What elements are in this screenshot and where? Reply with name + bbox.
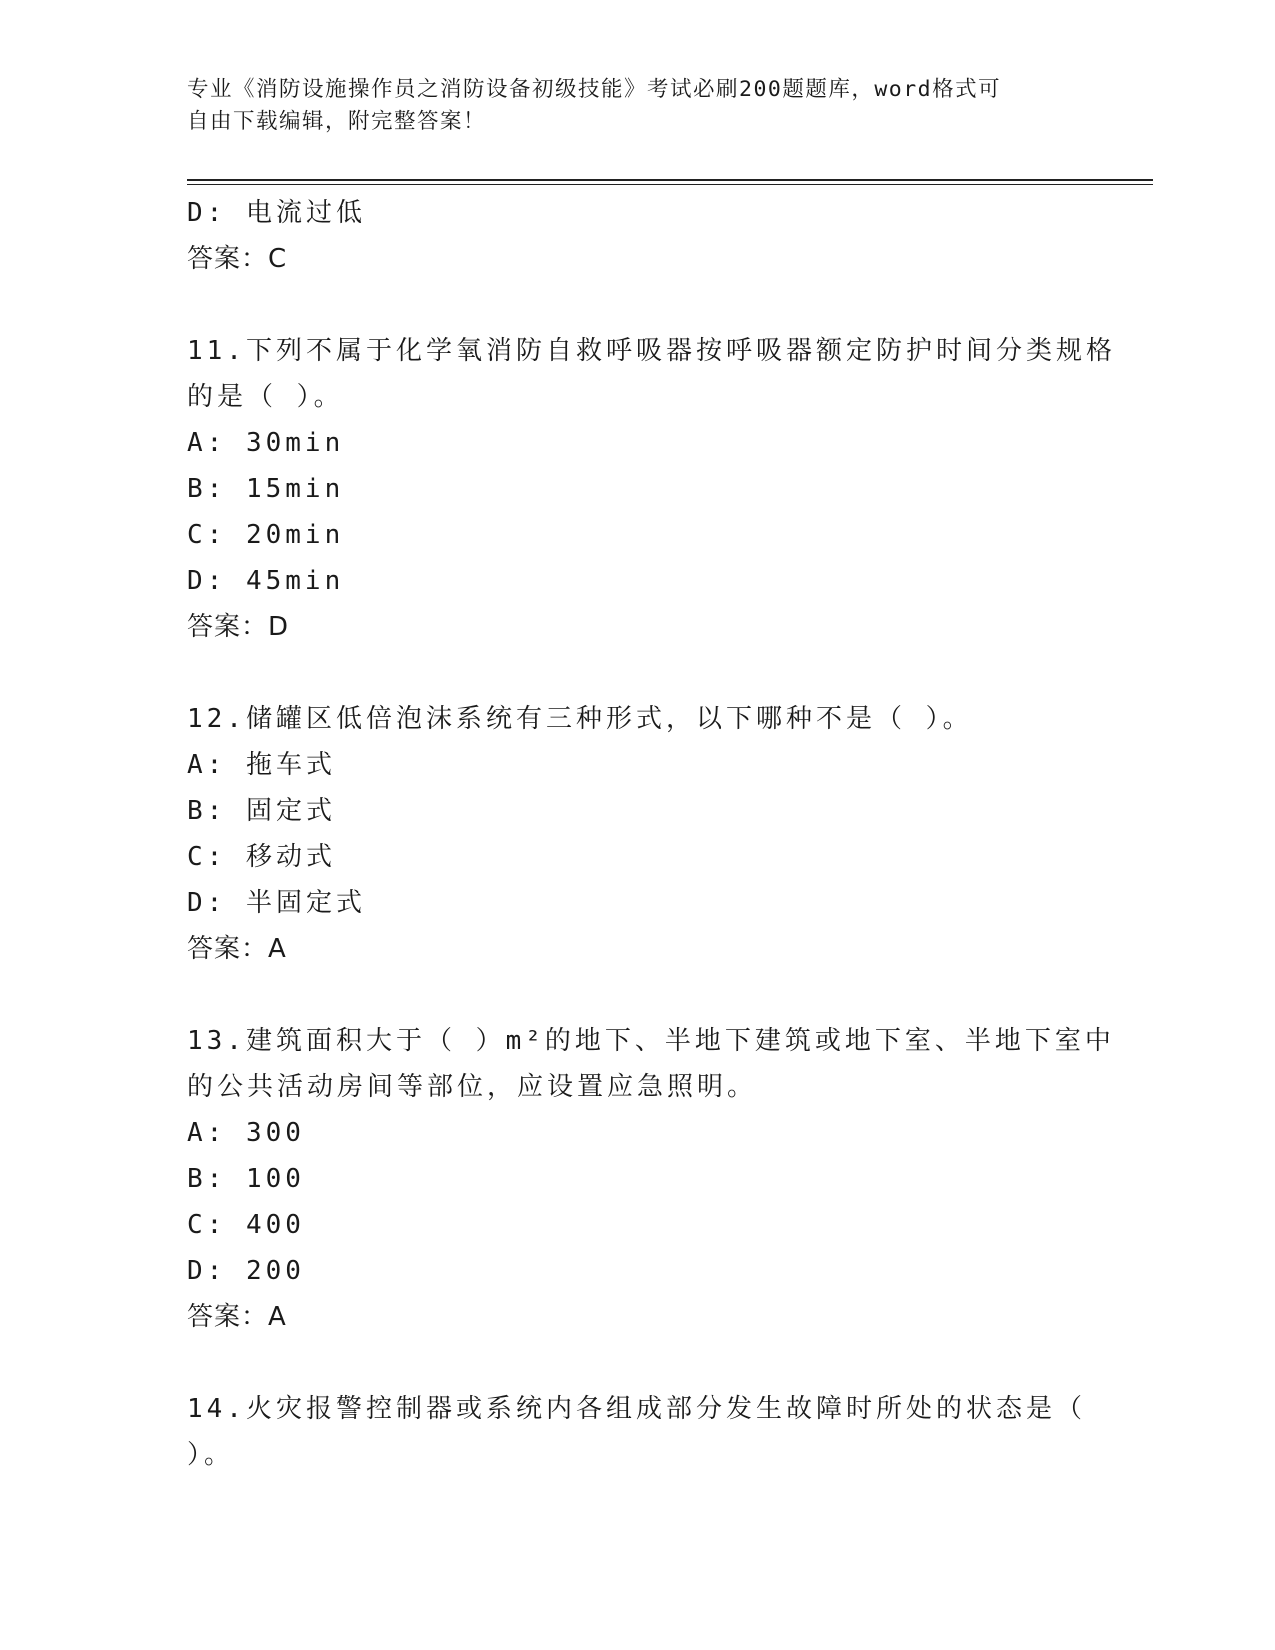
question-11 xyxy=(187,328,1116,650)
question-stem: 12.储罐区低倍泡沫系统有三种形式，以下哪种不是（ ）。 xyxy=(187,704,973,734)
question-stem: 11.下列不属于化学氧消防自救呼吸器按呼吸器额定防护时间分类规格 xyxy=(187,336,1116,366)
header-divider-thick xyxy=(187,179,1153,181)
option-c: C: 400 xyxy=(187,1210,305,1240)
answer-line xyxy=(187,236,1087,282)
answer-line xyxy=(187,926,1087,972)
question-13 xyxy=(187,1018,1115,1340)
option-b: B: 15min xyxy=(187,474,345,504)
answer-label: 答案： xyxy=(187,612,269,642)
answer-value: D xyxy=(268,612,290,642)
option-b: B: 固定式 xyxy=(187,796,336,826)
question-list xyxy=(187,190,1116,1478)
option-b: B: 100 xyxy=(187,1164,305,1194)
question-stem-continued: 的是（ ）。 xyxy=(187,382,344,412)
option-d: D: 200 xyxy=(187,1256,305,1286)
answer-line xyxy=(187,1294,1087,1340)
question-stem: 14.火灾报警控制器或系统内各组成部分发生故障时所处的状态是（ xyxy=(187,1394,1086,1424)
question-stem-continued: 的公共活动房间等部位，应设置应急照明。 xyxy=(187,1072,758,1102)
question-stem-continued: ）。 xyxy=(187,1440,235,1470)
answer-label: 答案： xyxy=(187,244,269,274)
option-a: A: 拖车式 xyxy=(187,750,336,780)
answer-label: 答案： xyxy=(187,1302,269,1332)
option-d: D: 45min xyxy=(187,566,345,596)
answer-value: A xyxy=(268,934,287,964)
option-d: D: 半固定式 xyxy=(187,888,366,918)
option-d: D: 电流过低 xyxy=(187,198,366,228)
option-c: C: 20min xyxy=(187,520,345,550)
option-a: A: 300 xyxy=(187,1118,305,1148)
answer-value: A xyxy=(268,1302,287,1332)
page-header xyxy=(187,74,1067,138)
answer-line xyxy=(187,604,1087,650)
question-14 xyxy=(187,1386,1087,1478)
header-divider-thin xyxy=(187,184,1153,185)
answer-value: C xyxy=(268,244,288,274)
option-c: C: 移动式 xyxy=(187,842,336,872)
question-stem: 13.建筑面积大于（ ）m²的地下、半地下建筑或地下室、半地下室中 xyxy=(187,1026,1115,1056)
question-10-continuation xyxy=(187,190,1087,282)
header-title-line-1: 专业《消防设施操作员之消防设备初级技能》考试必刷200题题库，word格式可 xyxy=(187,77,1002,102)
question-12 xyxy=(187,696,1087,972)
answer-label: 答案： xyxy=(187,934,269,964)
option-a: A: 30min xyxy=(187,428,345,458)
header-title-line-2: 自由下载编辑，附完整答案！ xyxy=(187,109,487,134)
